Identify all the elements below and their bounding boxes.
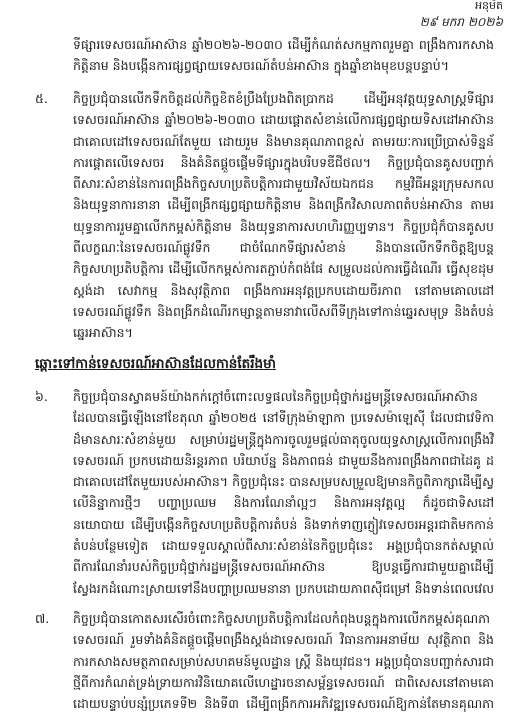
- paragraph-line: ឆ្នេរអាស៊ាន។: [73, 325, 133, 341]
- paragraph-body: [73, 608, 494, 714]
- paragraph-body: [73, 386, 494, 599]
- paragraph-line: ពីលក្ខណៈនៃទេសចរណ៍ផ្លូវទឹក ជាចំណែកទីផ្សារសំខាន់ និងបានលើកទឹកចិត្តឱ្យបន្ត: [73, 240, 494, 256]
- paragraph-line: ទេសចរណ៍ ប្រកបដោយនិរន្តរភាព បរិយាប័ន្ន និងភាពធន់ ជាមួយនឹងការពង្រឹងភាពជាដៃគូ: [73, 452, 481, 468]
- paragraph-line: ទេសចរណ៍ រួមទាំងគំនិតផ្តួចផ្តើមពង្រឹងស្តង់ដាទេសចរណ៍ វិធានការអនាម័យ សុវត្ថិភាព និង: [73, 632, 494, 648]
- paragraph-line: និងយុទ្ធនាការនានា ដើម្បីពង្រីកផ្សព្វផ្សាយកិត្តិនាម និងពង្រីកវិសាលភាពតំបន់អាស៊ាន តាមរ: [73, 197, 494, 213]
- header-approval-label: អនុម័ត: [475, 0, 503, 12]
- paragraph-line: ទេសចរណ៍អាស៊ាន ឆ្នាំ២០២៦-២០៣០ ដោយផ្តោតសំខាន់លើការផ្សព្វផ្សាយទិសដៅអាស៊ាន: [73, 112, 494, 128]
- paragraph-line: យុទ្ធនាការរួមគ្នាលើកកម្ពស់កិត្តិនាម និងយុទ្ធនាការសហហិរញ្ញប្បទាន។ កិច្ចប្រជុំក៏បានគូសប: [73, 218, 494, 234]
- paragraph-line: កិច្ចប្រជុំបានកោតសរសើរចំពោះកិច្ចសហប្រតិបត្តិការដែលកំពុងបន្តក្នុងការលើកកម្ពស់គុណភា: [73, 611, 490, 626]
- paragraph-line: កិច្ចប្រជុំបានលើកទឹកចិត្តដល់កិច្ចខិតខំប្រឹងប្រែងពិតប្រាកដ ដើម្បីអនុវត្តយុទ្ធសាស្ត្រទីផ្សារ: [73, 91, 494, 106]
- header-date: ២៩ មករា ២០២៦: [419, 15, 503, 29]
- paragraph-number: ៦.: [35, 389, 48, 404]
- paragraph-line: កិច្ចប្រជុំបានស្វាគមន៍យ៉ាងកក់ក្តៅចំពោះលទ្ធផលនៃកិច្ចប្រជុំថ្នាក់រដ្ឋមន្ត្រីទេសចរណ៍អាស៊ាន: [73, 389, 478, 404]
- paragraph-line: តំបន់បន្ថែមទៀត ដោយទទួលស្គាល់ពីសារៈសំខាន់នៃកិច្ចប្រជុំនេះ អង្គប្រជុំបានកត់សម្គាល់: [73, 538, 494, 554]
- paragraph-line: នយោបាយ ដើម្បីបង្កើនកិច្ចសហប្រតិបត្តិការតំបន់ និងទាក់ទាញភ្ញៀវទេសចរអន្តរជាតិមកកាន់: [73, 516, 494, 532]
- paragraph-line: ទេសចរណ៍ផ្លូវទឹក និងពង្រីកដំណើរកម្សាន្តតាមនាវាលើសពីទីក្រុងទៅកាន់ឆ្នេរសមុទ្រ និងតំបន់: [73, 303, 494, 319]
- paragraph-line: ស្វែងរកដំណោះស្រាយទៅនឹងបញ្ហាប្រឈមនានា ប្រកបដោយភាពស៊ីជម្រៅ និងទាន់ពេលវេ: [73, 580, 483, 596]
- paragraph-line: ដែលបានធ្វើឡើងនៅខែតុលា ឆ្នាំ២០២៥ នៅទីក្រុងម៉ាឡាកា ប្រទេសម៉ាឡេស៊ី ដែលជាវេទិកា: [73, 410, 494, 426]
- paragraph-line: ដ៏មានសារៈសំខាន់មួយ សម្រាប់រដ្ឋមន្ត្រីក្នុងការចូលរួមផ្តល់ធាតុចូលយុទ្ធសាស្ត្រលើការពង្រឹងវិ: [73, 431, 494, 447]
- paragraph-line: ការផ្តោតលើទេសចរ និងគំនិតផ្តួចផ្តើមទីផ្សារក្នុងបរិបទឌីជីថល។ កិច្ចប្រជុំបានគូសបញ្ជាក់: [73, 154, 494, 170]
- paragraph-line: កិត្តិនាម និងបង្កើនការផ្សព្វផ្សាយទេសចរណ៍តំបន់អាស៊ាន ក្នុងឆ្នាំខាងមុខបន្តបន្ទាប់។: [73, 58, 449, 74]
- paragraph-number: ៥.: [35, 91, 48, 106]
- paragraph-line: ពីសារៈសំខាន់នៃការពង្រឹងកិច្ចសហប្រតិបត្តិការជាមួយវិស័យឯកជន កម្មវិធីអន្តរក្រុមសកល: [73, 176, 494, 192]
- paragraph-line: ទីផ្សារទេសចរណ៍អាស៊ាន ឆ្នាំ២០២៦-២០៣០ ដើម្បីកំណត់សកម្មភាពរួមគ្នា ពង្រឹងការកសាង: [73, 37, 494, 52]
- paragraph-line: ថ្មីពីការកំណត់ទ្រង់ទ្រាយការវិនិយោគលើហេដ្ឋារចនាសម្ព័ន្ធទេសចរណ៍ ជាពិសេសនៅតាមគោ: [73, 674, 494, 690]
- paragraph-body: [73, 88, 494, 344]
- paragraph-line: ស្តង់ដា សេវាកម្ម និងសុវត្ថិភាព ពង្រឹងការអនុវត្តប្រកបដោយចីរភាព នៅតាមគោលដៅ: [73, 282, 494, 298]
- paragraph-line: ជាគោលដៅទេសចរណ៍តែមួយ ដោយរួម និងមានគុណភាពខ្ពស់ តាមរយៈការប្រើប្រាស់ទិន្នន័: [73, 133, 494, 149]
- paragraph-line: ដោយបន្ទាប់បន្សំប្រភេទទី២ និងទី៣ ដើម្បីពង្រីកការអភិវឌ្ឍទេសចរណ៍ឱ្យកាន់តែមានគុណភា: [73, 696, 494, 712]
- paragraph-line: លើនិន្នាការថ្មីៗ បញ្ហាប្រឈម និងការណែនាំល្អៗ និងការអនុវត្តល្អ ក៏ដូចជាទិសដៅ: [73, 495, 494, 511]
- paragraph-line: ពីការណែនាំរបស់កិច្ចប្រជុំថ្នាក់រដ្ឋមន្ត្រីទេសចរណ៍អាស៊ាន ឱ្យបន្តធ្វើការជាមួយគ្នាដើម្បី: [73, 559, 494, 575]
- paragraph-body: [73, 34, 494, 77]
- section-heading: ឆ្ពោះទៅកាន់ទេសចរណ៍អាស៊ានដែលកាន់តែរឹងមាំ: [35, 356, 276, 372]
- paragraph-number: ៧.: [35, 611, 50, 626]
- paragraph-line: ការកសាងសមត្ថភាពសម្រាប់សហគមន៍មូលដ្ឋាន ស្ត្រី និងយុវជន។ អង្គប្រជុំបានបញ្ជាក់សារជា: [73, 653, 494, 669]
- paragraph-line: ជាគោលដៅតែមួយរបស់អាស៊ាន។ កិច្ចប្រជុំនេះ បានសម្របសម្រួលឱ្យមានកិច្ចពិភាក្សាដើម្បីស្: [73, 474, 489, 490]
- paragraph-line: កិច្ចសហប្រតិបត្តិការ ដើម្បីលើកកម្ពស់ការតភ្ជាប់កំពង់ផែ សម្រួលដល់ការធ្វើដំណើរ ធ្វើសុខដុម: [73, 261, 494, 277]
